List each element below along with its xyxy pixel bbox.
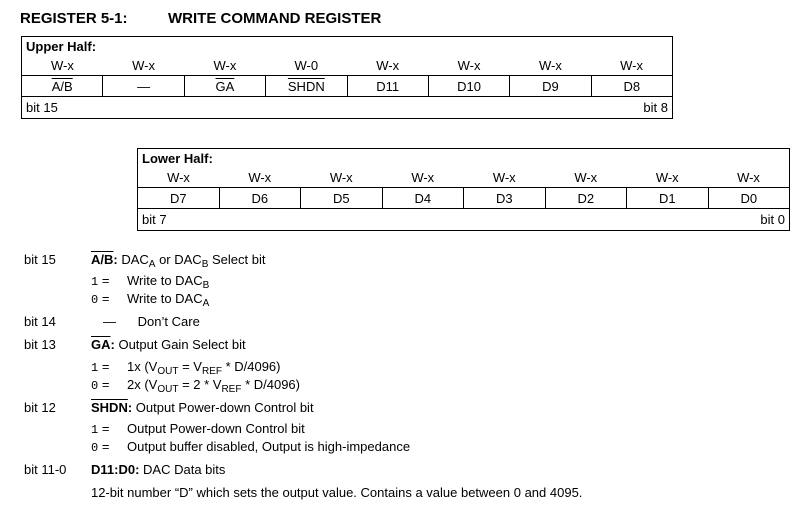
bit-name-cell: D8 xyxy=(591,76,672,97)
bit-high-label: bit 15 xyxy=(26,100,58,115)
bit-name-cell: D1 xyxy=(627,188,709,209)
register-name: WRITE COMMAND REGISTER xyxy=(168,10,382,27)
upper-half-table xyxy=(21,36,673,119)
bit-description: SHDN: Output Power-down Control bit xyxy=(91,400,314,415)
bit-number: bit 11-0 xyxy=(24,462,67,477)
register-label: REGISTER 5-1: xyxy=(20,10,128,27)
access-cell: W-x xyxy=(620,57,643,73)
access-cell: W-x xyxy=(737,169,760,185)
bit-name-cell: D2 xyxy=(545,188,627,209)
bit-high-label: bit 7 xyxy=(142,212,167,227)
bit-name-cell xyxy=(184,76,265,97)
lower-half-table xyxy=(137,148,790,231)
bit-number: bit 12 xyxy=(24,400,56,415)
access-cell: W-x xyxy=(655,169,679,185)
bit-name-cell: D7 xyxy=(138,188,220,209)
bit-name-cell: D11 xyxy=(347,76,428,97)
bit-name-ab: A/B xyxy=(51,78,73,94)
access-cell: W-x xyxy=(492,169,516,185)
bit-name-cell: D9 xyxy=(510,76,591,97)
bit-name-cell: — xyxy=(103,76,184,97)
access-cell: W-x xyxy=(411,169,435,185)
access-cell: W-x xyxy=(213,57,237,73)
access-cell: W-x xyxy=(132,57,155,73)
bit-number: bit 13 xyxy=(24,337,56,352)
access-cell: W-0 xyxy=(294,57,319,73)
bit-name-ga: $\overline{GA}$ xyxy=(215,78,235,94)
access-cell: W-x xyxy=(376,57,400,73)
bit-low-label: bit 0 xyxy=(760,212,785,227)
bit-name-cell: D10 xyxy=(428,76,509,97)
bit-name-cell: D4 xyxy=(382,188,464,209)
upper-half-header: Upper Half: xyxy=(26,38,97,54)
bit-low-label: bit 8 xyxy=(643,100,668,115)
access-cell: W-x xyxy=(574,169,598,185)
bit-description: D11:D0: DAC Data bits xyxy=(91,462,226,477)
bit-description: A/B: $DAC_A$ or $DAC_B$ Select bit xyxy=(91,252,266,270)
bit-name-shdn: SHDN xyxy=(287,78,325,94)
upper-bit-range xyxy=(22,97,673,119)
access-cell: W-x xyxy=(51,57,74,73)
bit-name-cell: D6 xyxy=(219,188,301,209)
bit-description: — Don’t Care xyxy=(103,314,200,329)
bit-name-cell: D3 xyxy=(464,188,546,209)
bit-description: $\overline{GA}$: Output Gain Select bit xyxy=(91,337,246,352)
access-cell: W-x xyxy=(329,169,353,185)
access-cell: W-x xyxy=(248,169,272,185)
access-cell: W-x xyxy=(539,57,562,73)
bit-name-cell: D5 xyxy=(301,188,383,209)
access-cell: W-x xyxy=(167,169,190,185)
bit-name-cell xyxy=(22,76,103,97)
bit-name-cell xyxy=(266,76,347,97)
lower-bit-range xyxy=(138,209,790,231)
register-title xyxy=(20,10,382,27)
access-cell: W-x xyxy=(457,57,481,73)
bit-number: bit 14 xyxy=(24,314,56,329)
lower-half-header: Lower Half: xyxy=(142,150,213,166)
bit-number: bit 15 xyxy=(24,252,56,267)
bit-name-cell: D0 xyxy=(708,188,790,209)
